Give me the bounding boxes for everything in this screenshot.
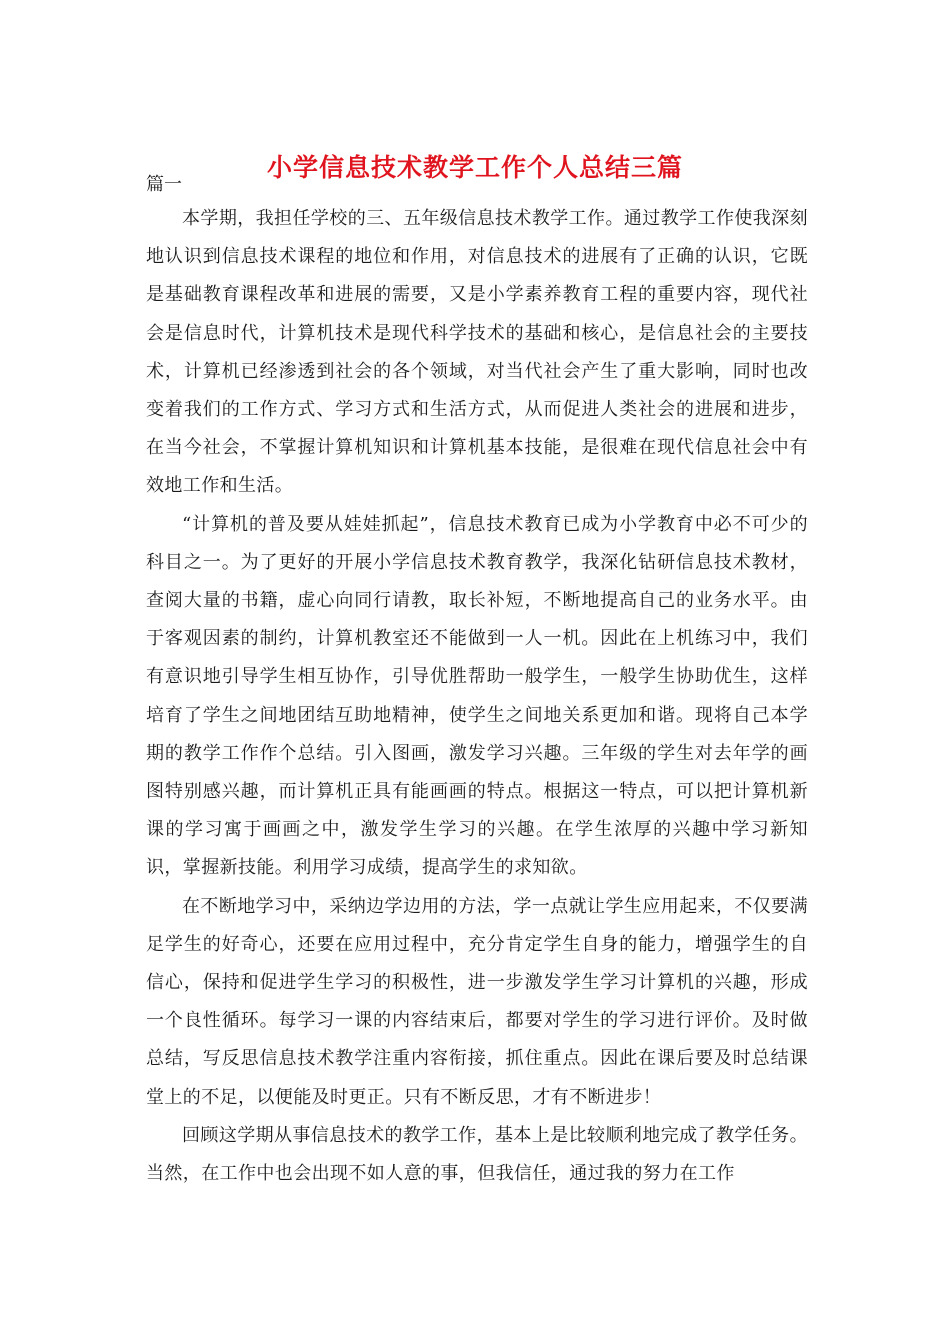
paragraph-2: “计算机的普及要从娃娃抓起”，信息技术教育已成为小学教育中必不可少的科目之一。为了更好的开展小学信息技术教育教学，我深化钻研信息技术教材，查阅大量的书籍，虚心向同行请教，取长补短，不断地提高自己的业务水平。由于客观因素的制约，计算机教室还不能做到一人一机。因此在上机练习中，我们有意识地引导学生相互协作，引导优胜帮助一般学生，一般学生协助优生，这样培育了学生之间地团结互助地精神，使学生之间地关系更加和谐。现将自己本学期的教学工作作个总结。引入图画，激发学习兴趣。三年级的学生对去年学的画图特别感兴趣，而计算机正具有能画画的特点。根据这一特点，可以把计算机新课的学习寓于画画之中，激发学生学习的兴趣。在学生浓厚的兴趣中学习新知识，掌握新技能。利用学习成绩，提高学生的求知欲。 bbox=[146, 513, 808, 879]
paragraph-4: 回顾这学期从事信息技术的教学工作，基本上是比较顺利地完成了教学任务。当然，在工作中也会出现不如人意的事，但我信任，通过我的努力在工作 bbox=[146, 1124, 808, 1185]
paragraph-1: 本学期，我担任学校的三、五年级信息技术教学工作。通过教学工作使我深刻地认识到信息技术课程的地位和作用，对信息技术的进展有了正确的认识，它既是基础教育课程改革和进展的需要，又是小学素养教育工程的重要内容，现代社会是信息时代，计算机技术是现代科学技术的基础和核心，是信息社会的主要技术，计算机已经渗透到社会的各个领域，对当代社会产生了重大影响，同时也改变着我们的工作方式、学习方式和生活方式，从而促进人类社会的进展和进步，在当今社会，不掌握计算机知识和计算机基本技能，是很难在现代信息社会中有效地工作和生活。 bbox=[146, 208, 808, 497]
section-label: 篇一 bbox=[146, 174, 182, 195]
paragraph-3: 在不断地学习中，采纳边学边用的方法，学一点就让学生应用起来，不仅要满足学生的好奇心，还要在应用过程中，充分肯定学生自身的能力，增强学生的自信心，保持和促进学生学习的积极性，进一步激发学生学习计算机的兴趣，形成一个良性循环。每学习一课的内容结束后，都要对学生的学习进行评价。及时做总结，写反思信息技术教学注重内容衔接，抓住重点。因此在课后要及时总结课堂上的不足，以便能及时更正。只有不断反思，才有不断进步！ bbox=[146, 895, 808, 1108]
document-title: 小学信息技术教学工作个人总结三篇 bbox=[266, 153, 683, 182]
document-body bbox=[146, 200, 808, 1193]
